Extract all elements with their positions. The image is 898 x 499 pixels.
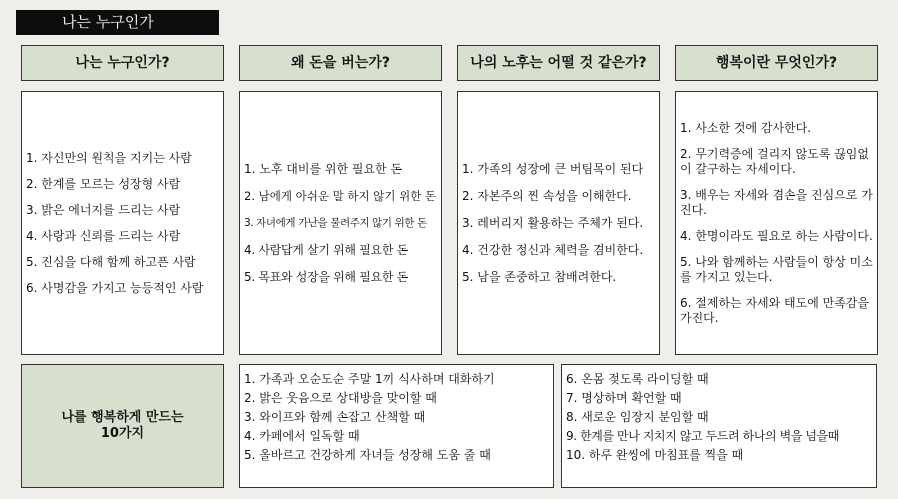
happiness-definition-box xyxy=(675,91,878,355)
list-item: 4. 사람답게 살기 위해 필요한 돈 xyxy=(244,242,408,257)
list-item: 10. 하루 완씽에 마침표를 찍을 때 xyxy=(566,448,744,462)
list-item: 1. 노후 대비를 위한 필요한 돈 xyxy=(244,161,403,176)
list-item: 5. 목표와 성장을 위해 필요한 돈 xyxy=(244,269,408,284)
why-earn-money-list xyxy=(240,150,440,297)
label-line-2: 10가지 xyxy=(100,426,145,441)
list-item: 4. 카페에서 일독할 때 xyxy=(244,429,360,443)
list-item: 3. 와이프와 함께 손잡고 산책할 때 xyxy=(244,410,426,424)
who-am-i-box xyxy=(21,91,224,355)
list-item: 2. 무기력증에 걸리지 않도록 끊임없이 갈구하는 자세이다. xyxy=(680,146,869,176)
retirement-list xyxy=(458,150,647,297)
list-item: 3. 자녀에게 가난을 물려주지 않기 위한 돈 xyxy=(244,216,427,229)
page-title: 나는 누구인가 xyxy=(16,10,219,35)
list-item: 6. 온몸 젖도록 라이딩할 때 xyxy=(566,372,709,386)
column-header-why-earn-money: 왜 돈을 버는가? xyxy=(239,45,442,81)
list-item: 5. 올바르고 건강하게 자녀들 성장해 도움 줄 때 xyxy=(244,448,491,462)
why-earn-money-box xyxy=(239,91,442,355)
list-item: 5. 나와 함께하는 사람들이 항상 미소를 가지고 있는다. xyxy=(680,254,873,284)
list-item: 3. 레버리지 활용하는 주체가 된다. xyxy=(462,215,644,230)
list-item: 8. 새로운 임장지 분임할 때 xyxy=(566,410,709,424)
list-item: 9. 한계를 만나 지치지 않고 두드려 하나의 벽을 넘을때 xyxy=(566,429,839,443)
list-item: 7. 명상하며 확언할 때 xyxy=(566,391,682,405)
list-item: 6. 사명감을 가지고 능등적인 사람 xyxy=(26,280,204,295)
list-item: 3. 배우는 자세와 겸손을 진심으로 가진다. xyxy=(680,187,873,217)
happiness-list-right-items xyxy=(562,365,876,472)
list-item: 1. 가족의 성장에 큰 버팀목이 된다 xyxy=(462,161,644,176)
list-item: 1. 자신만의 원칙을 지키는 사람 xyxy=(26,150,192,165)
who-am-i-list xyxy=(22,140,207,307)
list-item: 4. 건강한 정신과 체력을 겸비한다. xyxy=(462,242,644,257)
list-item: 6. 절제하는 자세와 태도에 만족감을 가진다. xyxy=(680,295,869,325)
list-item: 4. 한명이라도 필요로 하는 사람이다. xyxy=(680,228,873,243)
list-item: 2. 자본주의 찐 속성을 이해한다. xyxy=(462,188,632,203)
column-header-who-am-i: 나는 누구인가? xyxy=(21,45,224,81)
list-item: 3. 밝은 에너지를 드리는 사람 xyxy=(26,202,181,217)
list-item: 5. 남을 존중하고 참배려한다. xyxy=(462,269,617,284)
happiness-ten-things-label xyxy=(21,364,224,488)
retirement-box xyxy=(457,91,660,355)
list-item: 1. 가족과 오순도순 주말 1끼 식사하며 대화하기 xyxy=(244,372,495,386)
happiness-list-left xyxy=(239,364,554,488)
label-line-1: 나를 행복하게 만드는 xyxy=(61,410,184,425)
column-header-retirement: 나의 노후는 어떨 것 같은가? xyxy=(457,45,660,81)
happiness-definition-list xyxy=(676,110,877,337)
list-item: 1. 사소한 것에 감사한다. xyxy=(680,120,812,135)
list-item: 5. 진심을 다해 함께 하고픈 사람 xyxy=(26,254,196,269)
list-item: 2. 남에게 아쉬운 말 하지 않기 위한 돈 xyxy=(244,188,437,203)
column-header-happiness: 행복이란 무엇인가? xyxy=(675,45,878,81)
happiness-list-right xyxy=(561,364,877,488)
list-item: 2. 밝은 웃음으로 상대방을 맞이할 때 xyxy=(244,391,437,405)
list-item: 4. 사랑과 신뢰를 드리는 사람 xyxy=(26,228,181,243)
happiness-list-left-items xyxy=(240,365,553,472)
list-item: 2. 한계를 모르는 성장형 사람 xyxy=(26,176,181,191)
